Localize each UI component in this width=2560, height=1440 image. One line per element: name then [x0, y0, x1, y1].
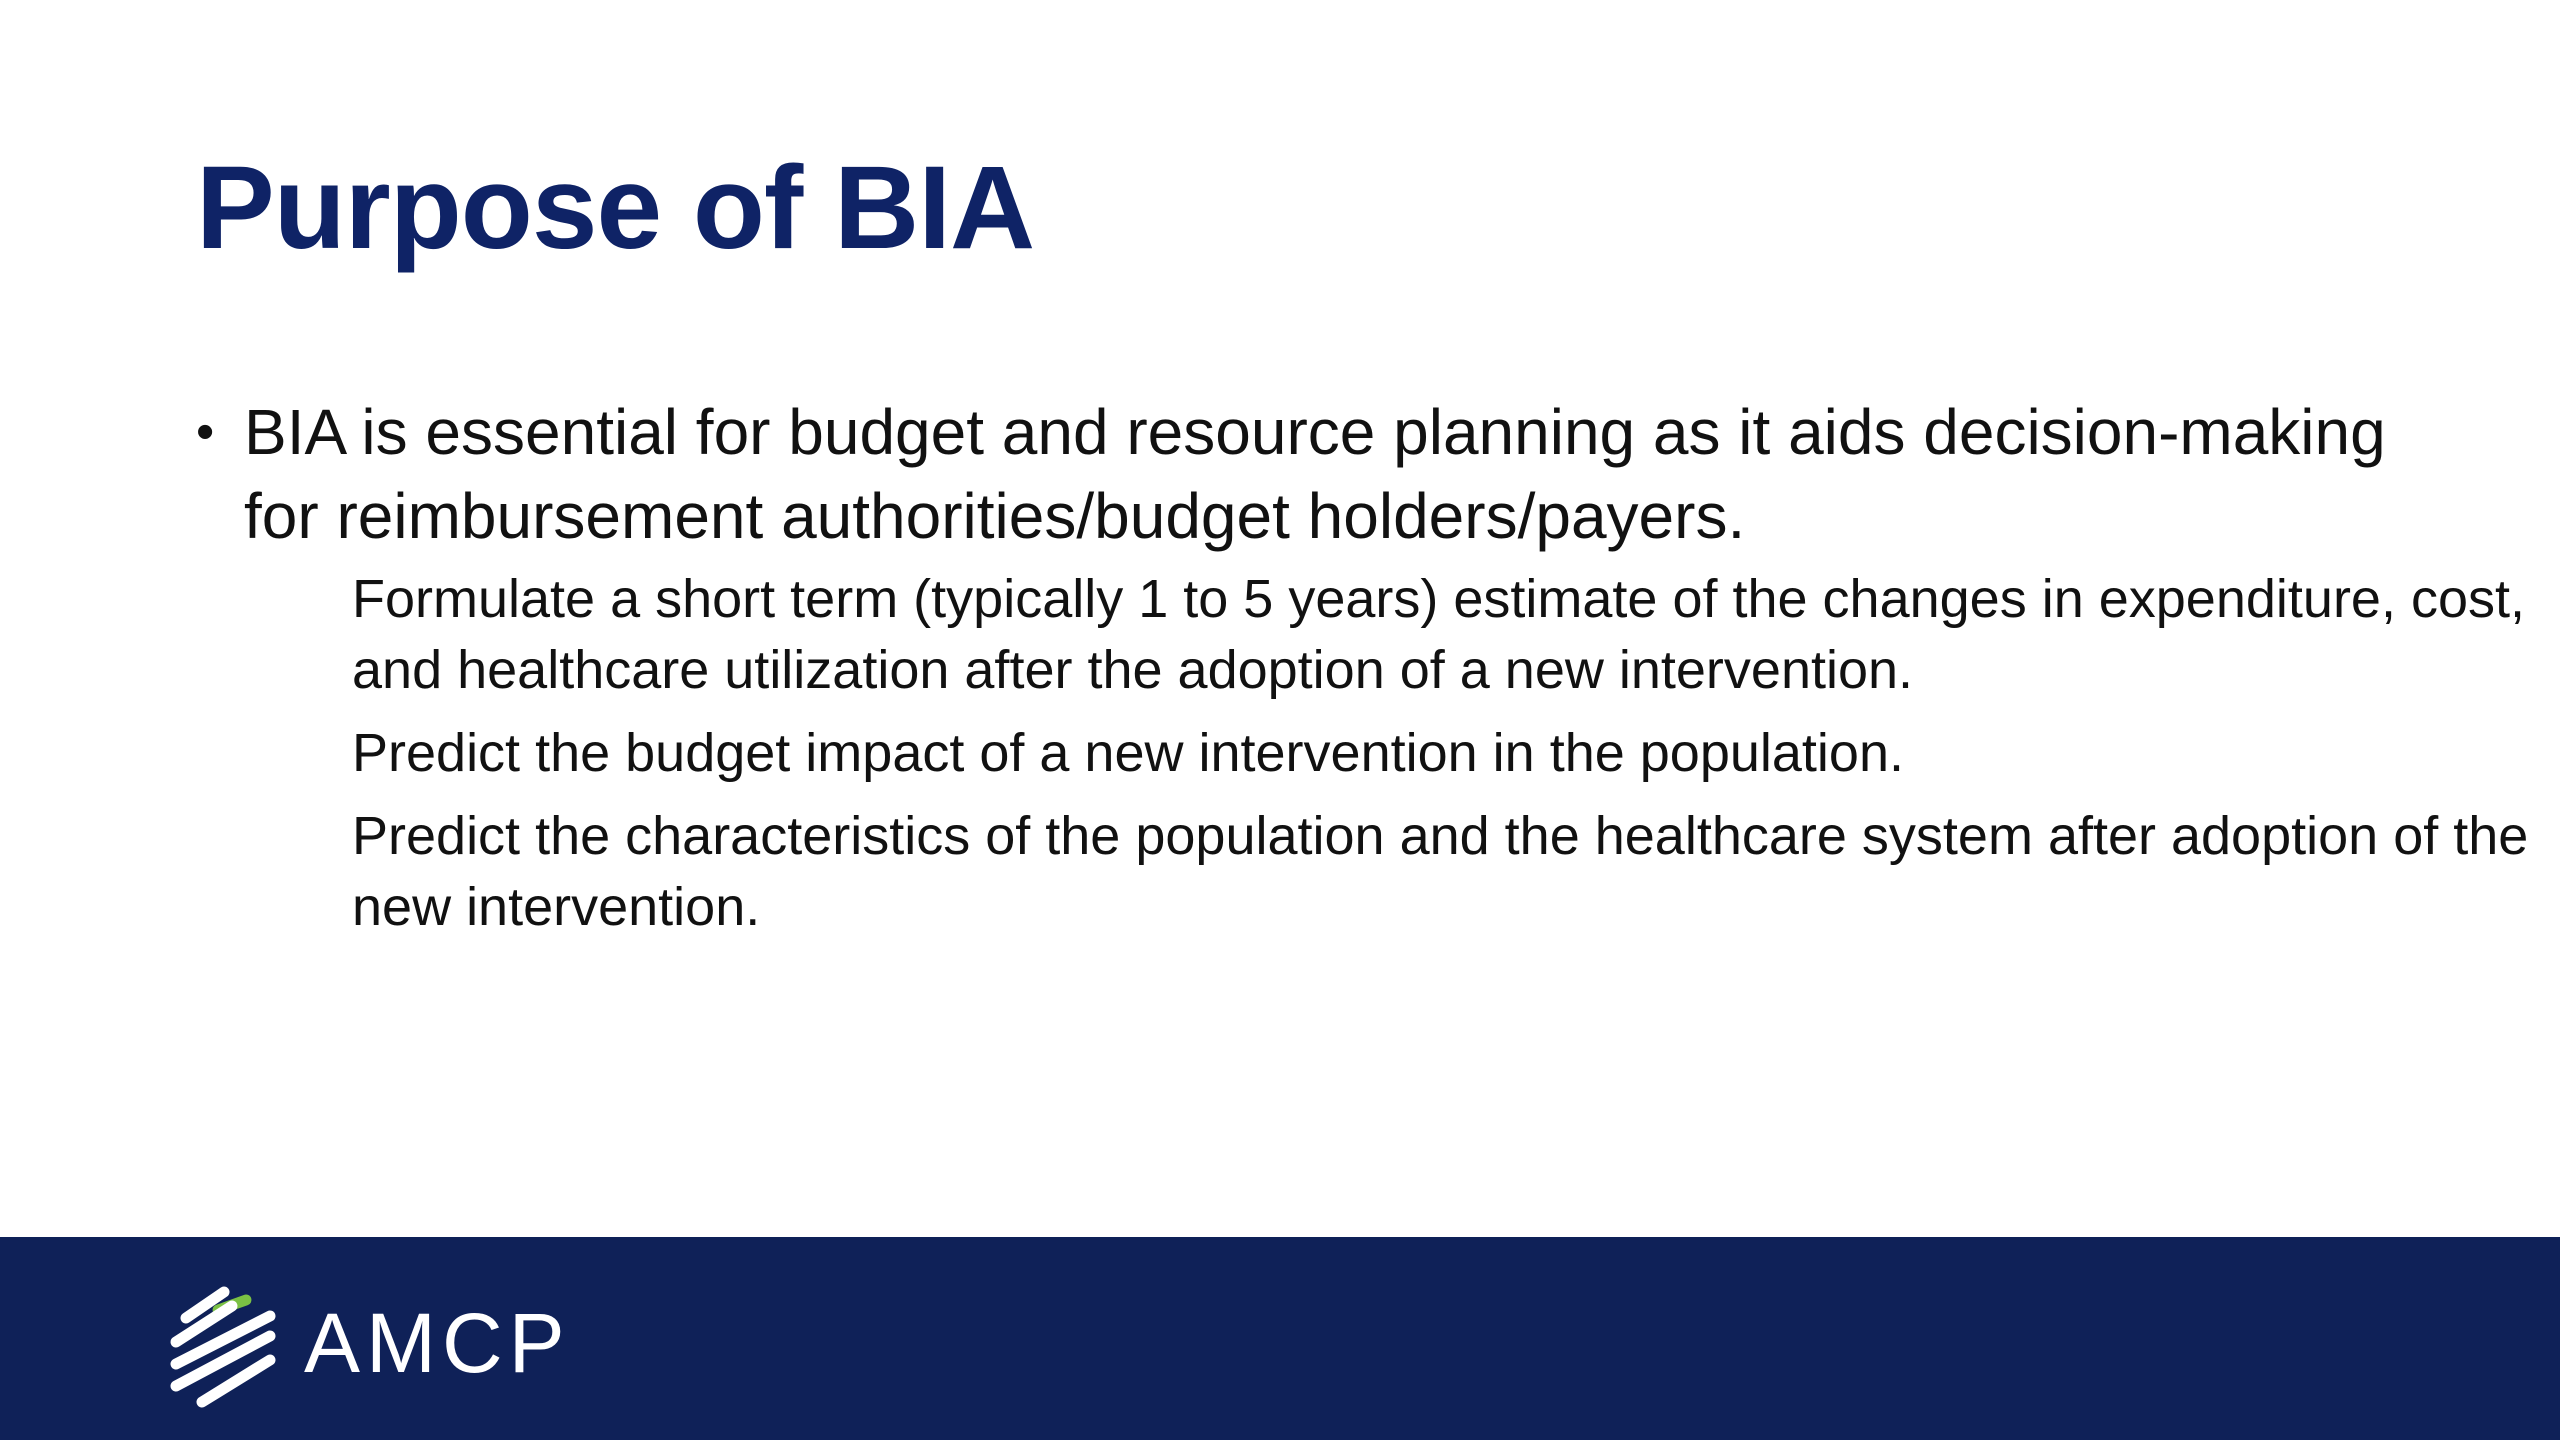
sub-bullet-item-3: Predict the characteristics of the population and the healthcare system after adoption of the new intervention. — [352, 806, 2529, 937]
sub-bullet-list — [196, 564, 2529, 943]
bullet-text: BIA is essential for budget and resource planning as it aids decision-making for reimbursement authorities/budget holders/payers. — [244, 396, 2386, 552]
footer-bar — [0, 1237, 2560, 1440]
sub-bullet-item-1: Formulate a short term (typically 1 to 5 years) estimate of the changes in expenditure, cost, and healthcare utilization after the adoption of a new intervention. — [352, 569, 2525, 700]
amcp-stripes-logo-icon — [162, 1278, 282, 1408]
bullet-item — [196, 390, 2396, 558]
slide-content — [196, 390, 2529, 955]
logo-wordmark: AMCP — [304, 1296, 571, 1390]
slide-title: Purpose of BIA — [196, 142, 1035, 274]
amcp-logo — [162, 1283, 571, 1403]
sub-bullet-item-2: Predict the budget impact of a new intervention in the population. — [352, 723, 1904, 783]
bullet-marker: • — [196, 403, 215, 461]
